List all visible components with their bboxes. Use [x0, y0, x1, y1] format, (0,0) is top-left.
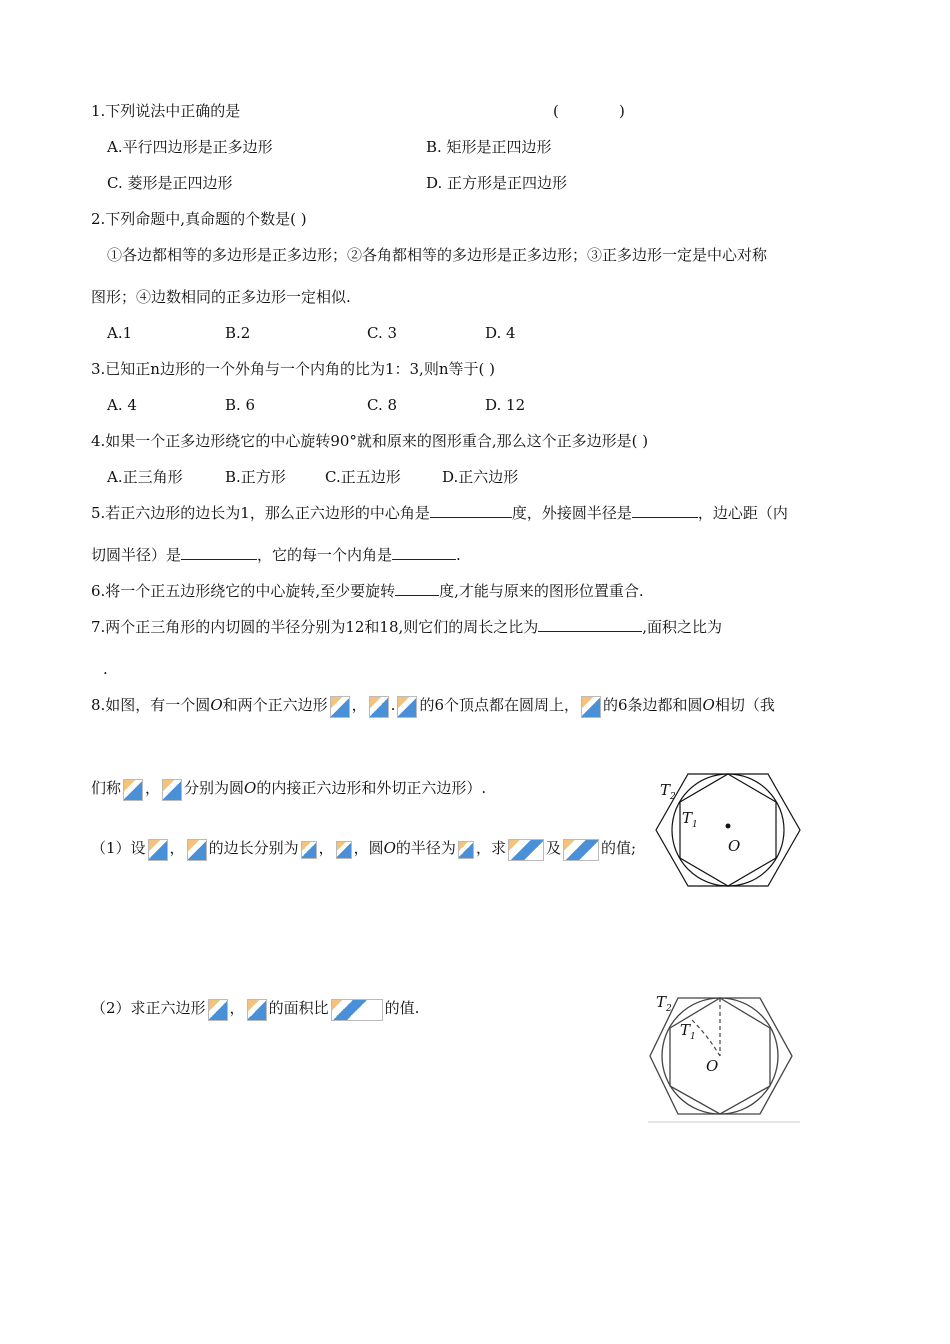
ratio-a-r-image [508, 839, 544, 861]
q8-line1: 8.如图，有一个圆O和两个正六边形 ， . 的6个顶点都在圆周上， 的6条边都和圆O相切（我 [91, 695, 775, 718]
hexagon-t2-image [581, 696, 601, 718]
q1-option-c: C. 菱形是正四边形 [107, 174, 233, 192]
q4-option-c: C.正五边形 [325, 468, 401, 486]
label-o: O [706, 1057, 719, 1075]
side-b-image [336, 841, 352, 859]
q2-stem: 2.下列命题中,真命题的个数是( ) [91, 210, 307, 228]
q4-option-a: A.正三角形 [107, 468, 183, 486]
q5-blank-central-angle[interactable] [430, 503, 512, 518]
q1-option-b: B. 矩形是正四边形 [426, 138, 552, 156]
label-t2: $T_2$ [660, 781, 676, 802]
q2-line2: 图形；④边数相同的正多边形一定相似. [91, 288, 351, 306]
hexagon-t1-image [397, 696, 417, 718]
q2-option-a: A.1 [107, 324, 133, 342]
hexagon-t1-image [148, 839, 168, 861]
q7-line: 7.两个正三角形的内切圆的半径分别为12和18,则它们的周长之比为 ,面积之比为 [91, 618, 723, 636]
q5-blank-apothem[interactable] [181, 545, 257, 560]
q7-blank-perimeter-ratio[interactable] [538, 617, 642, 632]
label-t1: $T_1$ [680, 1021, 696, 1042]
hexagon-t2-image [369, 696, 389, 718]
figure-hexagons-circle [652, 770, 812, 890]
q1-option-d: D. 正方形是正四边形 [426, 174, 568, 192]
q5-line1: 5.若正六边形的边长为1，那么正六边形的中心角是 度，外接圆半径是 ，边心距（内 [91, 504, 788, 522]
q3-option-b: B. 6 [225, 396, 256, 414]
q3-stem: 3.已知正n边形的一个外角与一个内角的比为1：3,则n等于( ) [91, 360, 495, 378]
q3-option-a: A. 4 [107, 396, 137, 414]
hexagon-t2-image [187, 839, 207, 861]
q2-line1: ①各边都相等的多边形是正多边形；②各角都相等的多边形是正多边形；③正多边形一定是中心对称 [107, 246, 768, 264]
q4-option-d: D.正六边形 [442, 468, 519, 486]
q2-option-c: C. 3 [367, 324, 398, 342]
q5-blank-interior-angle[interactable] [392, 545, 456, 560]
q4-stem: 4.如果一个正多边形绕它的中心旋转90°就和原来的图形重合,那么这个正多边形是( ) [91, 432, 649, 450]
label-o: O [728, 837, 741, 855]
hexagon-t2-image [247, 999, 267, 1021]
q2-option-b: B.2 [225, 324, 251, 342]
side-a-image [301, 841, 317, 859]
q3-option-c: C. 8 [367, 396, 398, 414]
q6-blank-angle[interactable] [395, 581, 439, 596]
q6-line: 6.将一个正五边形绕它的中心旋转,至少要旋转 度,才能与原来的图形位置重合. [91, 582, 644, 600]
hexagon-t1-image [330, 696, 350, 718]
q1-option-a: A.平行四边形是正多边形 [107, 138, 273, 156]
q1-paren-close: ) [619, 102, 625, 120]
q4-option-b: B.正方形 [225, 468, 286, 486]
q7-blank-area-ratio: . [103, 660, 108, 678]
q1-stem: 1.下列说法中正确的是 [91, 102, 241, 120]
q8-sub1: （1）设 ， 的边长分别为 ， ，圆O的半径为 ，求 及 的值; [91, 838, 636, 861]
ratio-b-r-image [563, 839, 599, 861]
q5-blank-circumradius[interactable] [632, 503, 698, 518]
q2-option-d: D. 4 [485, 324, 516, 342]
q5-line2: 切圆半径）是 ，它的每一个内角是 . [91, 546, 461, 564]
q3-option-d: D. 12 [485, 396, 526, 414]
q8-sub2: （2）求正六边形 ， 的面积比 的值. [91, 998, 419, 1021]
figure-hexagons-radius [648, 990, 800, 1124]
hexagon-t1-image [208, 999, 228, 1021]
label-t1: $T_1$ [682, 809, 698, 830]
q8-line2: 们称 ， 分别为圆O的内接正六边形和外切正六边形）. [91, 778, 486, 801]
hexagon-t2-image [162, 779, 182, 801]
radius-r-image [458, 841, 474, 859]
q1-paren-open: ( [553, 102, 559, 120]
label-t2: $T_2$ [656, 993, 672, 1014]
area-ratio-image [331, 999, 383, 1021]
hexagon-t1-image [123, 779, 143, 801]
